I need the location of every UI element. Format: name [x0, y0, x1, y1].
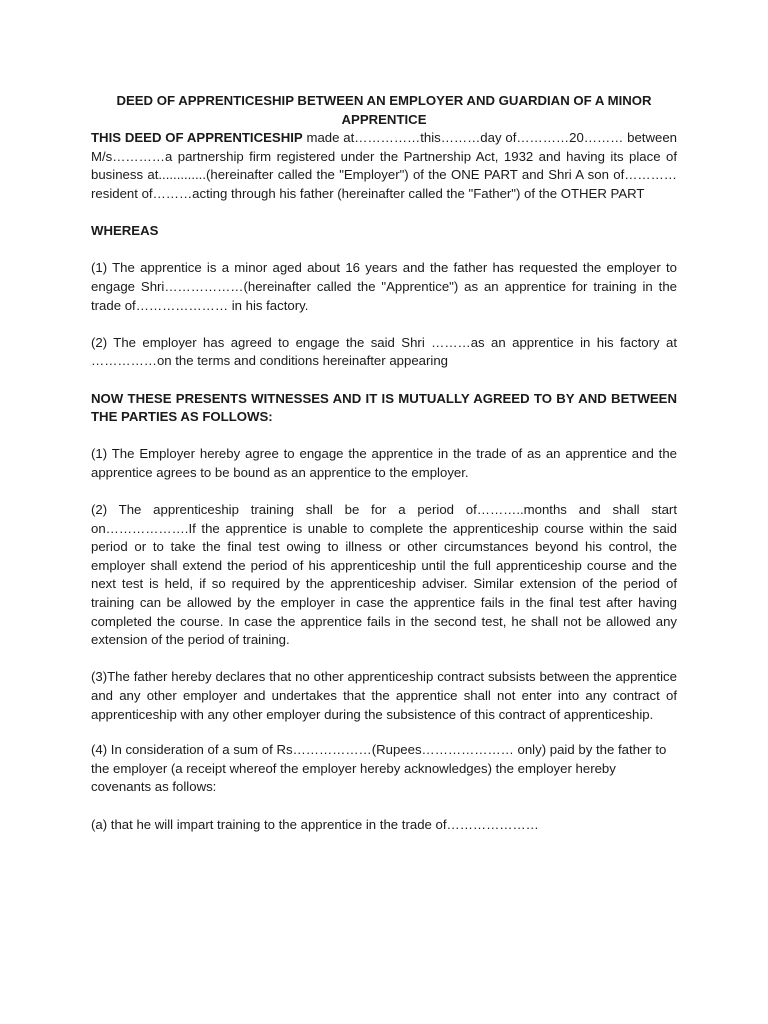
clause-3: (3)The father hereby declares that no other apprenticeship contract subsists between the apprentice and any other employer and undertakes that the apprentice shall not enter into any contract of apprenticeship with any other employer during the subsistence of this contract of apprenticeship. [91, 669, 677, 722]
whereas-clause-1: (1) The apprentice is a minor aged about 16 years and the father has requested the employer to engage Shri………………(hereinafter called the "Apprentice") as an apprentice for training in the trade of………………… in his factory. [91, 260, 677, 313]
intro-text: made at……………this………day of…………20……… between M/s…………a partnership firm registered under the Partnership Act, 1932 and having its place of business at.............(hereinafter called the "Employer") of the ONE PART and Shri A son of…………resident of………acting through his father (hereinafter called the "Father") of the OTHER PART [91, 130, 677, 201]
now-heading: NOW THESE PRESENTS WITNESSES AND IT IS MUTUALLY AGREED TO BY AND BETWEEN THE PARTIES AS FOLLOWS: [91, 390, 677, 425]
whereas-heading: WHEREAS [91, 223, 159, 239]
clause-4a: (a) that he will impart training to the apprentice in the trade of………………… [91, 816, 539, 832]
clause-4: (4) In consideration of a sum of Rs………………(Rupees………………… only) paid by the father to the employer (a receipt whereof the employer hereby acknowledges) the employer hereby covenants as follows: [91, 742, 667, 795]
clause-1: (1) The Employer hereby agree to engage the apprentice in the trade of as an apprentice and the apprentice agrees to be bound as an apprentice to the employer. [91, 446, 677, 480]
document-title: DEED OF APPRENTICESHIP BETWEEN AN EMPLOYER AND GUARDIAN OF A MINOR APPRENTICE [116, 93, 652, 127]
document-page [91, 92, 677, 834]
clause-2: (2) The apprenticeship training shall be for a period of………..months and shall start on……………….If the apprentice is unable to complete the apprenticeship course within the said period or to take the final test owing to illness or other circumstances beyond his control, the employer shall extend the period of his apprenticeship until the full apprenticeship course and the next test is held, if so required by the apprenticeship adviser. Similar extension of the period of training can be allowed by the employer in case the apprentice fails in the final test after having completed the course. In case the apprentice fails in the second test, he shall not be allowed any extension of the period of training. [91, 502, 677, 648]
intro-paragraph [91, 129, 677, 203]
intro-lead: THIS DEED OF APPRENTICESHIP [91, 130, 303, 146]
whereas-clause-2: (2) The employer has agreed to engage the said Shri ………as an apprentice in his factory at ……………on the terms and conditions hereinafter appearing [91, 334, 677, 369]
